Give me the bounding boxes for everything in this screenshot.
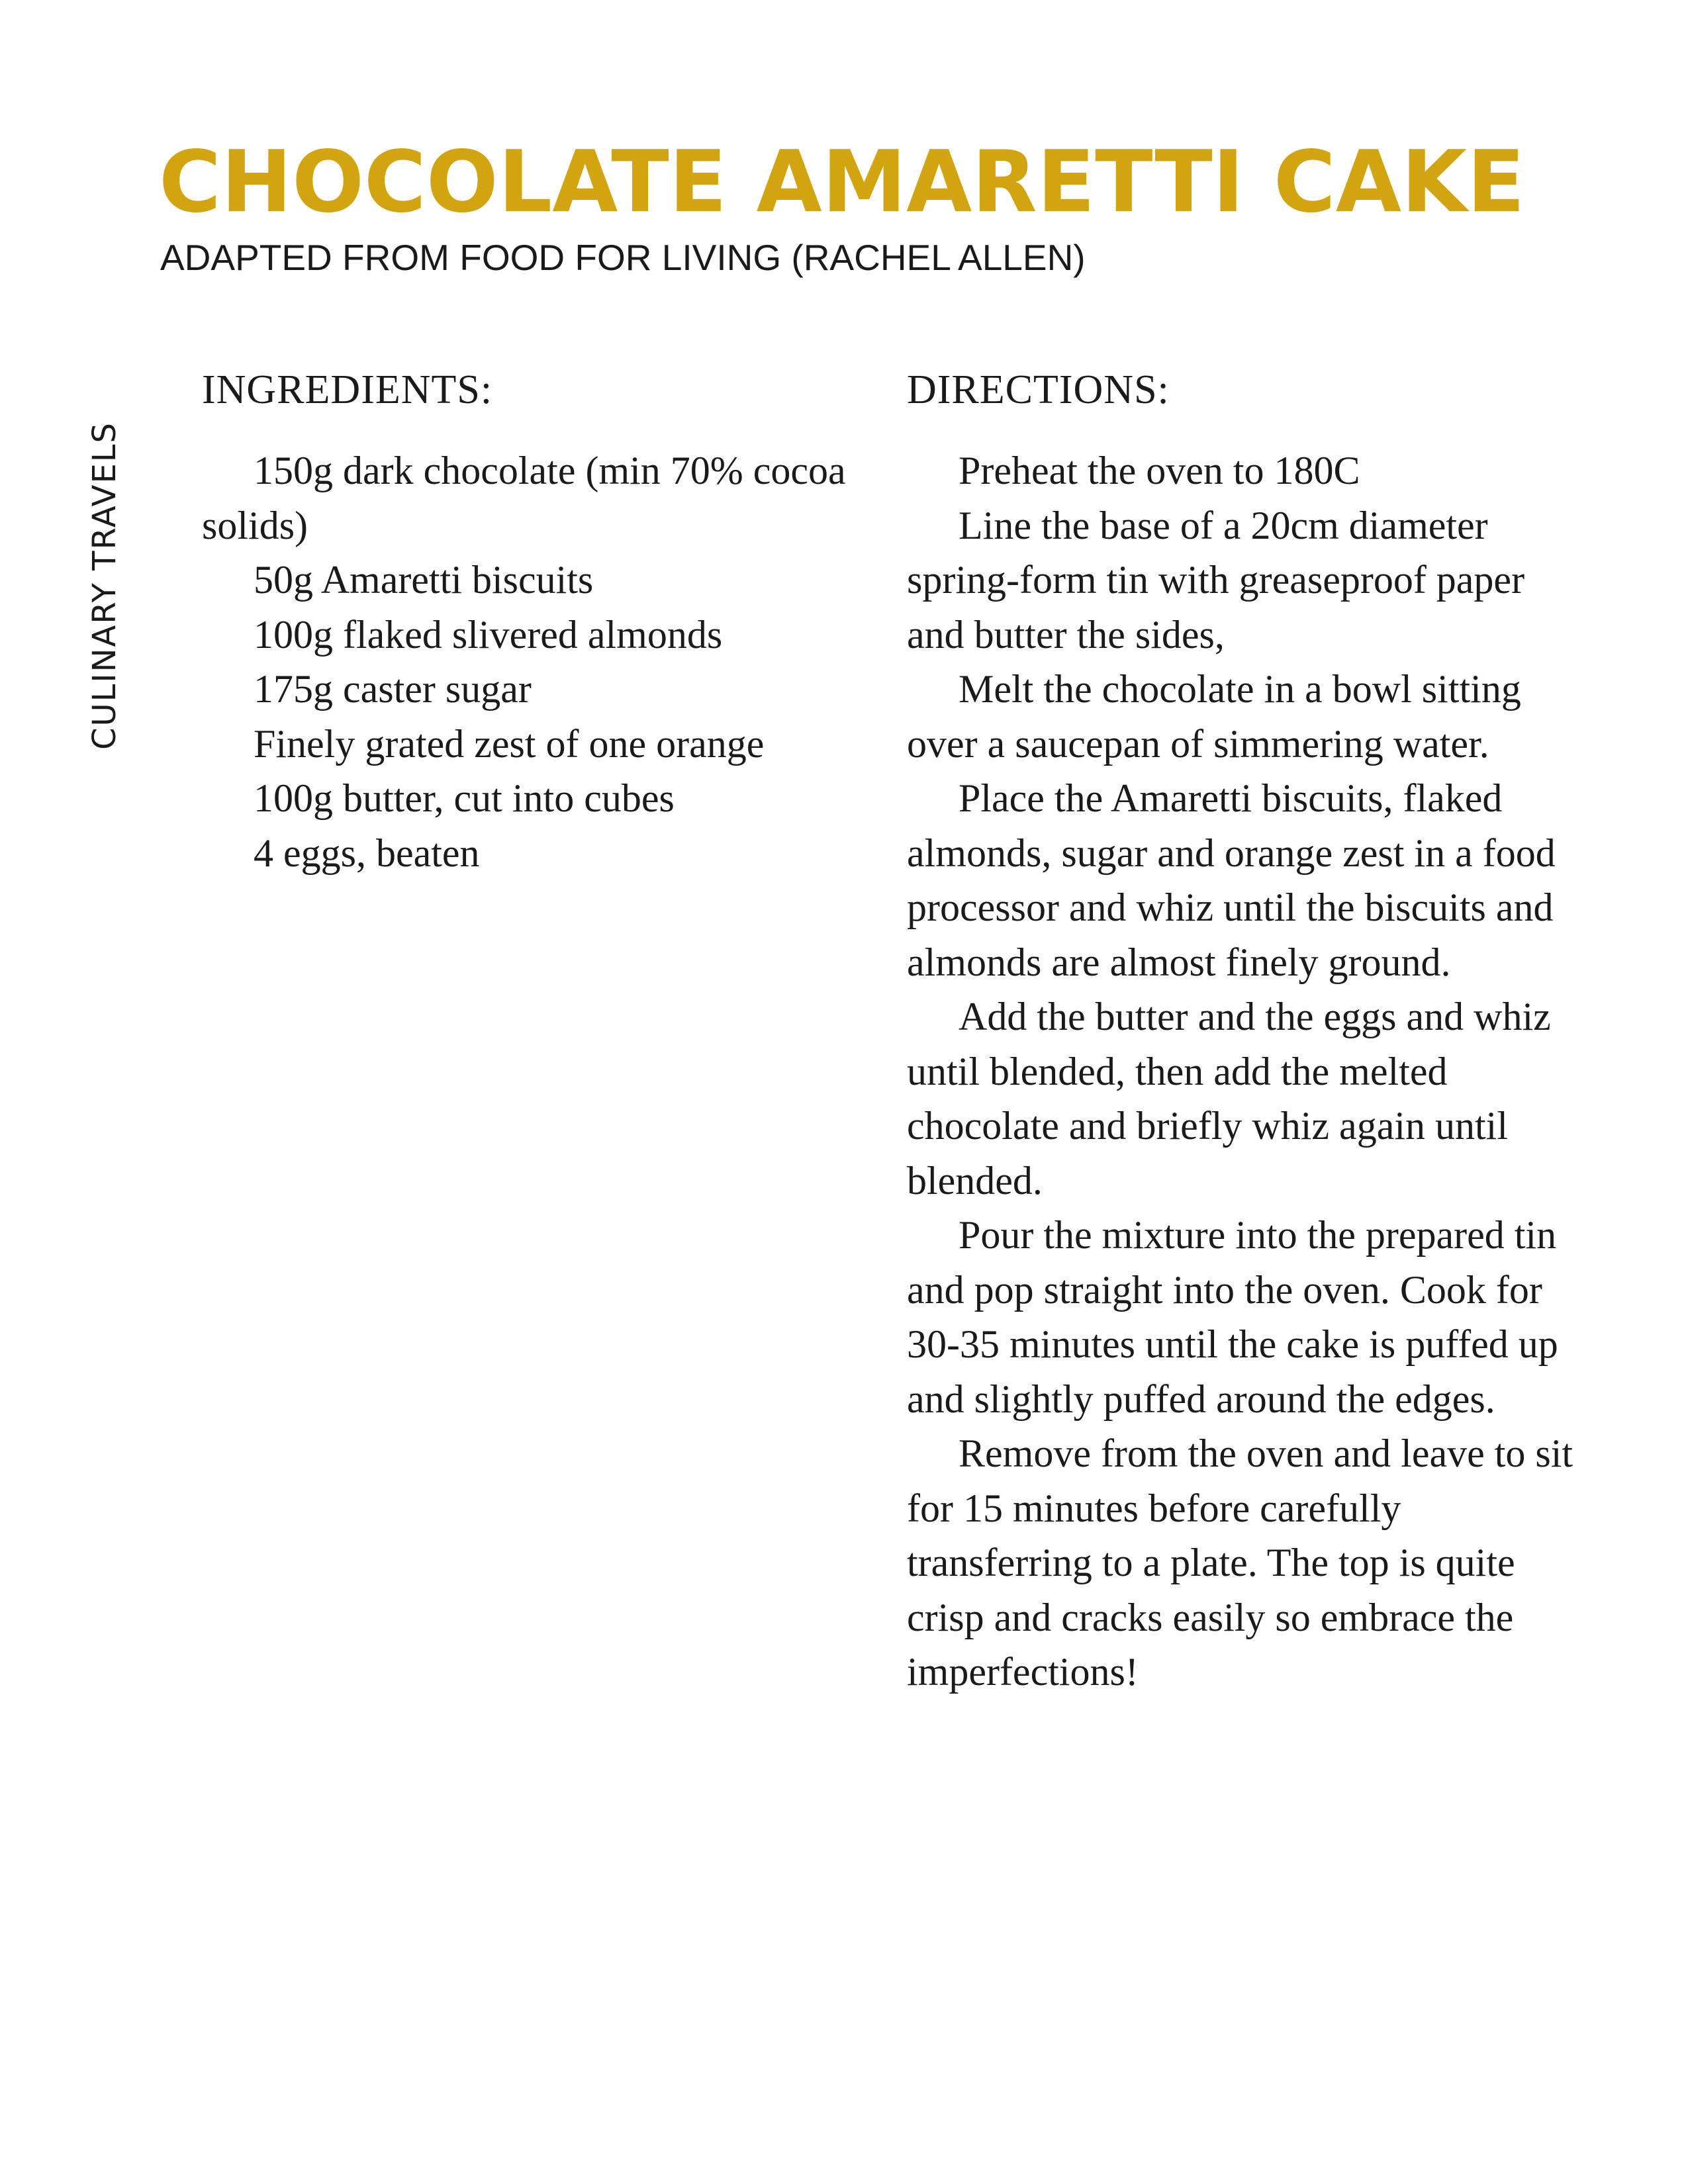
ingredient-item: 175g caster sugar (254, 667, 532, 711)
ingredients-section (202, 363, 851, 880)
ingredients-list (202, 443, 851, 880)
direction-step: Place the Amaretti biscuits, flaked almonds, sugar and orange zest in a food processor and whiz until the biscuits and almonds are almost finely ground. (907, 776, 1556, 984)
recipe-source: ADAPTED FROM FOOD FOR LIVING (RACHEL ALLEN) (160, 237, 1086, 278)
direction-step: Add the butter and the eggs and whiz until blended, then add the melted chocolate and briefly whiz again until blended. (907, 995, 1551, 1203)
ingredient-item: 100g butter, cut into cubes (254, 776, 675, 820)
ingredient-item: 4 eggs, beaten (254, 831, 480, 875)
direction-step: Line the base of a 20cm diameter spring-form tin with greaseproof paper and butter the sides, (907, 503, 1525, 657)
direction-step: Preheat the oven to 180C (959, 449, 1360, 492)
direction-step: Pour the mixture into the prepared tin and pop straight into the oven. Cook for 30-35 minutes until the cake is puffed up and slightly puffed around the edges. (907, 1213, 1558, 1421)
ingredient-item: Finely grated zest of one orange (254, 721, 765, 766)
side-label: CULINARY TRAVELS (86, 421, 123, 750)
directions-list (907, 443, 1589, 1700)
ingredient-item: 50g Amaretti biscuits (254, 558, 594, 602)
ingredient-item: 150g dark chocolate (min 70% cocoa solids) (202, 449, 846, 547)
direction-step: Melt the chocolate in a bowl sitting over a saucepan of simmering water. (907, 667, 1521, 766)
recipe-title: CHOCOLATE AMARETTI CAKE (159, 133, 1525, 232)
direction-step: Remove from the oven and leave to sit for 15 minutes before carefully transferring to a plate. The top is quite crisp and cracks easily so embrace the imperfections! (907, 1432, 1573, 1694)
directions-heading: DIRECTIONS: (907, 367, 1170, 412)
ingredients-heading: INGREDIENTS: (202, 367, 493, 412)
ingredient-item: 100g flaked slivered almonds (254, 612, 723, 657)
directions-section (907, 363, 1589, 1700)
